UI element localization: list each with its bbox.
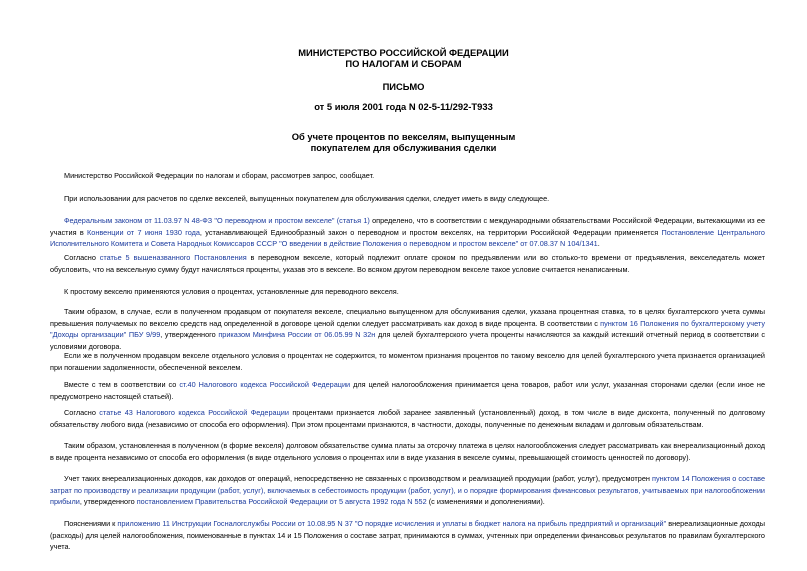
link-postanovlenie-552[interactable]: постановлением Правительства Российской Федерации от 5 августа 1992 года N 552 [136,497,427,506]
doc-type: ПИСЬМО [382,81,425,92]
paragraph-9 [50,407,765,430]
link-prikaz-minfin-32n[interactable]: приказом Минфина России от 06.05.99 N 32н [218,330,376,339]
paragraph-3 [50,215,765,250]
link-article-1[interactable]: (статья 1) [336,216,370,225]
link-point-14-polozhenie[interactable]: пунктом 14 Положения о составе затрат по производству и реализации продукции (работ, услуг), включаемых в себестоимость продукции (работ, услуг), и о порядке формирования финансовых результатов, учитываемых при налогообложении прибыли [50,474,765,506]
text: в переводном векселе, который подлежит оплате сроком по предъявлении или во столько-то времени от предъявления, векселедатель может обусловить, что на вексельную сумму будут начисляться проценты, указав это в векселе. Во всяком другом переводном векселе такое условие считается ненаписанным. [50,253,765,274]
paragraph-10: Таким образом, установленная в полученном (в форме векселя) долговом обязательстве сумма платы за отсрочку платежа в целях налогообложения следует рассматривать как внереализационный доход в виде процента независимо от способа его оформления (в виде отдельного условия о процентах или в виде указания в векселе суммы, превышающей стоимость ценностей по договору). [50,441,765,462]
paragraph-6 [50,306,765,352]
ministry-line-1: МИНИСТЕРСТВО РОССИЙСКОЙ ФЕДЕРАЦИИ [298,47,509,58]
text: для целей бухгалтерского учета проценты начисляются за каждый истекший отчетный период в соответствии с условиями договора. [50,330,765,351]
text: , утвержденного [160,330,219,339]
link-article-5-postanovlenie[interactable]: статье 5 вышеназванного Постановления [99,253,247,262]
link-instrukciya-37-appendix-11[interactable]: приложению 11 Инструкции Госналогслужбы России от 10.08.95 N 37 "О порядке исчисления и уплаты в бюджет налога на прибыль предприятий и организаций" [117,519,667,528]
ministry-title [0,47,807,69]
paragraph-4 [50,252,765,275]
paragraph-11 [50,473,765,508]
link-postanovlenie-cik-snk[interactable]: Постановление Центрального Исполнительного Комитета и Совета Народных Комиссаров СССР "О введении в действие Положения о переводном и простом векселе" от 07.08.37 N 104/1341 [50,227,765,248]
paragraph-1: Министерство Российской Федерации по налогам и сборам, рассмотрев запрос, сообщает. [64,171,375,180]
text: (с изменениями и дополнениями). [426,497,545,506]
text: Согласно [64,253,100,262]
paragraph-2: При использовании для расчетов по сделке векселей, выпущенных покупателем для обслуживания сделки, следует иметь в виду следующее. [64,194,550,203]
link-nk-article-43[interactable]: статье 43 Налогового кодекса Российской Федерации [99,408,289,417]
link-pbu-9-99[interactable]: пунктом 16 Положения по бухгалтерскому учету "Доходы организации" ПБУ 9/99 [50,318,766,339]
text: определено, что в соответствии с международными обязательствами Российской Федерации, вытекающими из ее участия в [50,216,765,237]
text: Пояснениями к [64,519,118,528]
text: , устанавливающей Единообразный закон о переводном и простом векселях, на территории Российской Федерации применяется [199,227,662,237]
paragraph-5: К простому векселю применяются условия о процентах, установленные для переводного векселя. [64,287,399,296]
link-nk-article-40[interactable]: ст.40 Налогового кодекса Российской Федерации [179,380,351,389]
doc-date-number: от 5 июля 2001 года N 02-5-11/292-Т933 [314,101,493,112]
text: Таким образом, в случае, если в полученном продавцом от покупателя векселе, специально выпущенном для обслуживания сделки, указана процентная ставка, то в целях бухгалтерского учета суммы превышения получаемых по векселю средств над определенной в договоре ценой сделки следует рассматривать как доход в виде процента. В соответствии с [50,307,765,328]
text: внереализационные доходы (расходы) для целей налогообложения, поименованные в пунктах 14 и 15 Положения о составе затрат, принимаются в суммах, учтенных при определении финансовых результатов по правилам бухгалтерского учета. [50,519,765,551]
paragraph-12 [50,518,765,553]
text: . [597,239,600,248]
text: , утвержденного [79,497,137,506]
subject-line-2: покупателем для обслуживания сделки [310,142,497,153]
text: процентами признается любой заранее заявленный (установленный) доход, в том числе в виде дисконта, полученный по долговому обязательству любого вида (независимо от способа его оформления). При этом процентами признаются, в частности, доходы, полученные по денежным вкладам и долговым обязательствам. [50,408,765,429]
text: Согласно [64,408,100,417]
text: Учет таких внереализационных доходов, как доходов от операций, непосредственно не связанных с производством и реализацией продукции (работ, услуг), предусмотрен [64,474,653,483]
subject-line-1: Об учете процентов по векселям, выпущенным [291,131,516,142]
text: для целей налогообложения принимается цена товаров, работ или услуг, указанная сторонами сделки (если иное не предусмотрено настоящей статьей). [50,380,766,401]
link-convention-1930[interactable]: Конвенции от 7 июня 1930 года [87,227,200,237]
doc-subject [0,131,807,153]
text: Вместе с тем в соответствии со [64,380,180,389]
ministry-line-2: ПО НАЛОГАМ И СБОРАМ [345,58,462,69]
paragraph-7: Если же в полученном продавцом векселе отдельного условия о процентах не содержится, то моментом признания процентов по такому векселю для целей бухгалтерского учета признается организацией при погашении задолженности, обеспеченной векселем. [50,351,765,372]
paragraph-8 [50,379,765,402]
link-federal-law-48fz[interactable]: Федеральным законом от 11.03.97 N 48-ФЗ "О переводном и простом векселе" [64,216,335,225]
